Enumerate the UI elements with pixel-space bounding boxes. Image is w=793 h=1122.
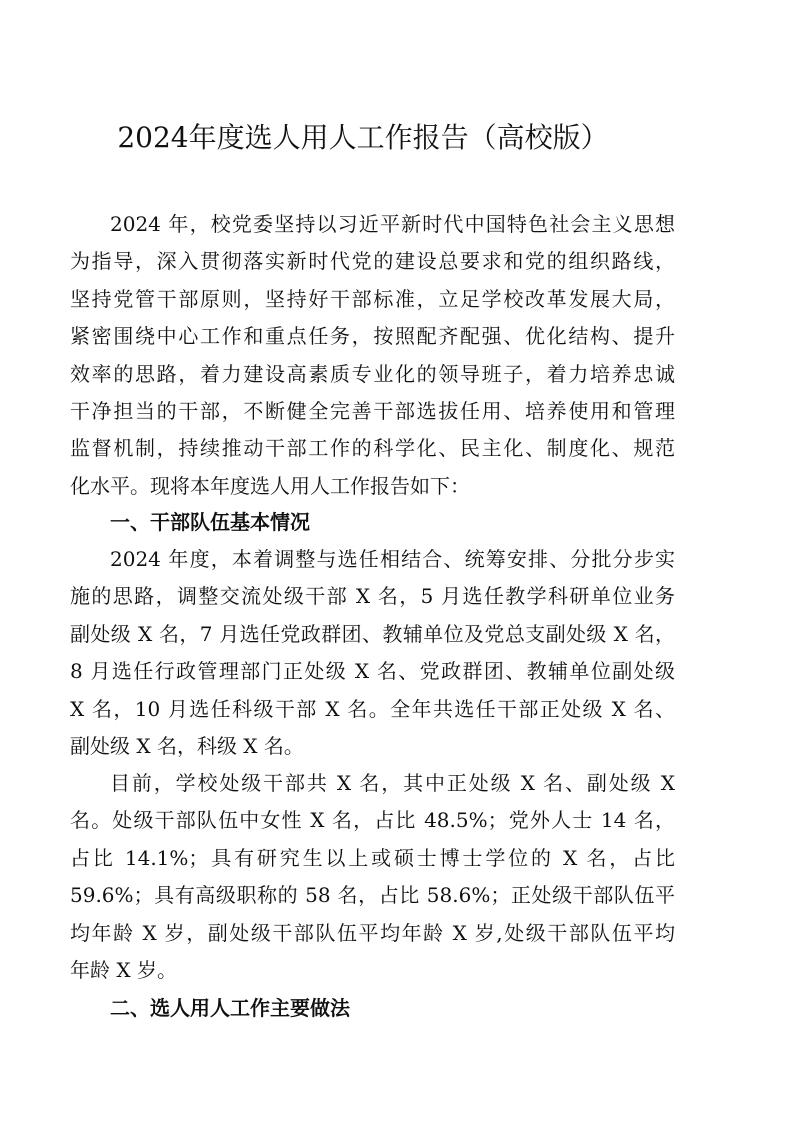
paragraph-line: 占比 14.1%；具有研究生以上或硕士博士学位的 X 名，占比 xyxy=(70,845,675,870)
paragraph-line: 紧密围绕中心工作和重点任务，按照配齐配强、优化结构、提升 xyxy=(70,324,675,349)
paragraph-line: 8 月选任行政管理部门正处级 X 名、党政群团、教辅单位副处级 xyxy=(70,659,675,684)
paragraph-line: 坚持党管干部原则，坚持好干部标准，立足学校改革发展大局， xyxy=(70,286,675,311)
document-title: 2024年度选人用人工作报告（高校版） xyxy=(117,121,609,154)
paragraph-line: 均年龄 X 岁，副处级干部队伍平均年龄 X 岁,处级干部队伍平均 xyxy=(70,920,675,945)
paragraph-line: 效率的思路，着力建设高素质专业化的领导班子，着力培养忠诚 xyxy=(70,361,675,386)
section1-paragraph-1 xyxy=(70,541,675,765)
paragraph-line: 副处级 X 名，科级 X 名。 xyxy=(70,733,304,758)
paragraph-line: 干净担当的干部，不断健全完善干部选拔任用、培养使用和管理 xyxy=(70,398,675,423)
paragraph-line: 年龄 X 岁。 xyxy=(70,957,177,982)
paragraph-line: 化水平。现将本年度选人用人工作报告如下： xyxy=(70,473,470,498)
paragraph-line: 目前，学校处级干部共 X 名，其中正处级 X 名、副处级 X xyxy=(110,771,675,795)
paragraph-line: 名。处级干部队伍中女性 X 名，占比 48.5%；党外人士 14 名， xyxy=(70,808,675,833)
paragraph-line: 59.6%；具有高级职称的 58 名，占比 58.6%；正处级干部队伍平 xyxy=(70,883,675,908)
paragraph-line: 2024 年度，本着调整与选任相结合、统筹安排、分批分步实 xyxy=(110,547,675,571)
paragraph-line: X 名，10 月选任科级干部 X 名。全年共选任干部正处级 X 名、 xyxy=(70,696,675,721)
section-heading-1: 一、干部队伍基本情况 xyxy=(110,510,310,534)
paragraph-line: 监督机制，持续推动干部工作的科学化、民主化、制度化、规范 xyxy=(70,436,675,461)
paragraph-line: 施的思路，调整交流处级干部 X 名，5 月选任教学科研单位业务 xyxy=(70,584,675,609)
paragraph-line: 2024 年，校党委坚持以习近平新时代中国特色社会主义思想 xyxy=(110,212,675,236)
paragraph-line: 副处级 X 名，7 月选任党政群团、教辅单位及党总支副处级 X 名， xyxy=(70,621,675,646)
section-heading-2: 二、选人用人工作主要做法 xyxy=(110,996,350,1020)
intro-paragraph xyxy=(70,206,675,505)
section1-paragraph-2 xyxy=(70,765,675,989)
paragraph-line: 为指导，深入贯彻落实新时代党的建设总要求和党的组织路线， xyxy=(70,249,675,274)
